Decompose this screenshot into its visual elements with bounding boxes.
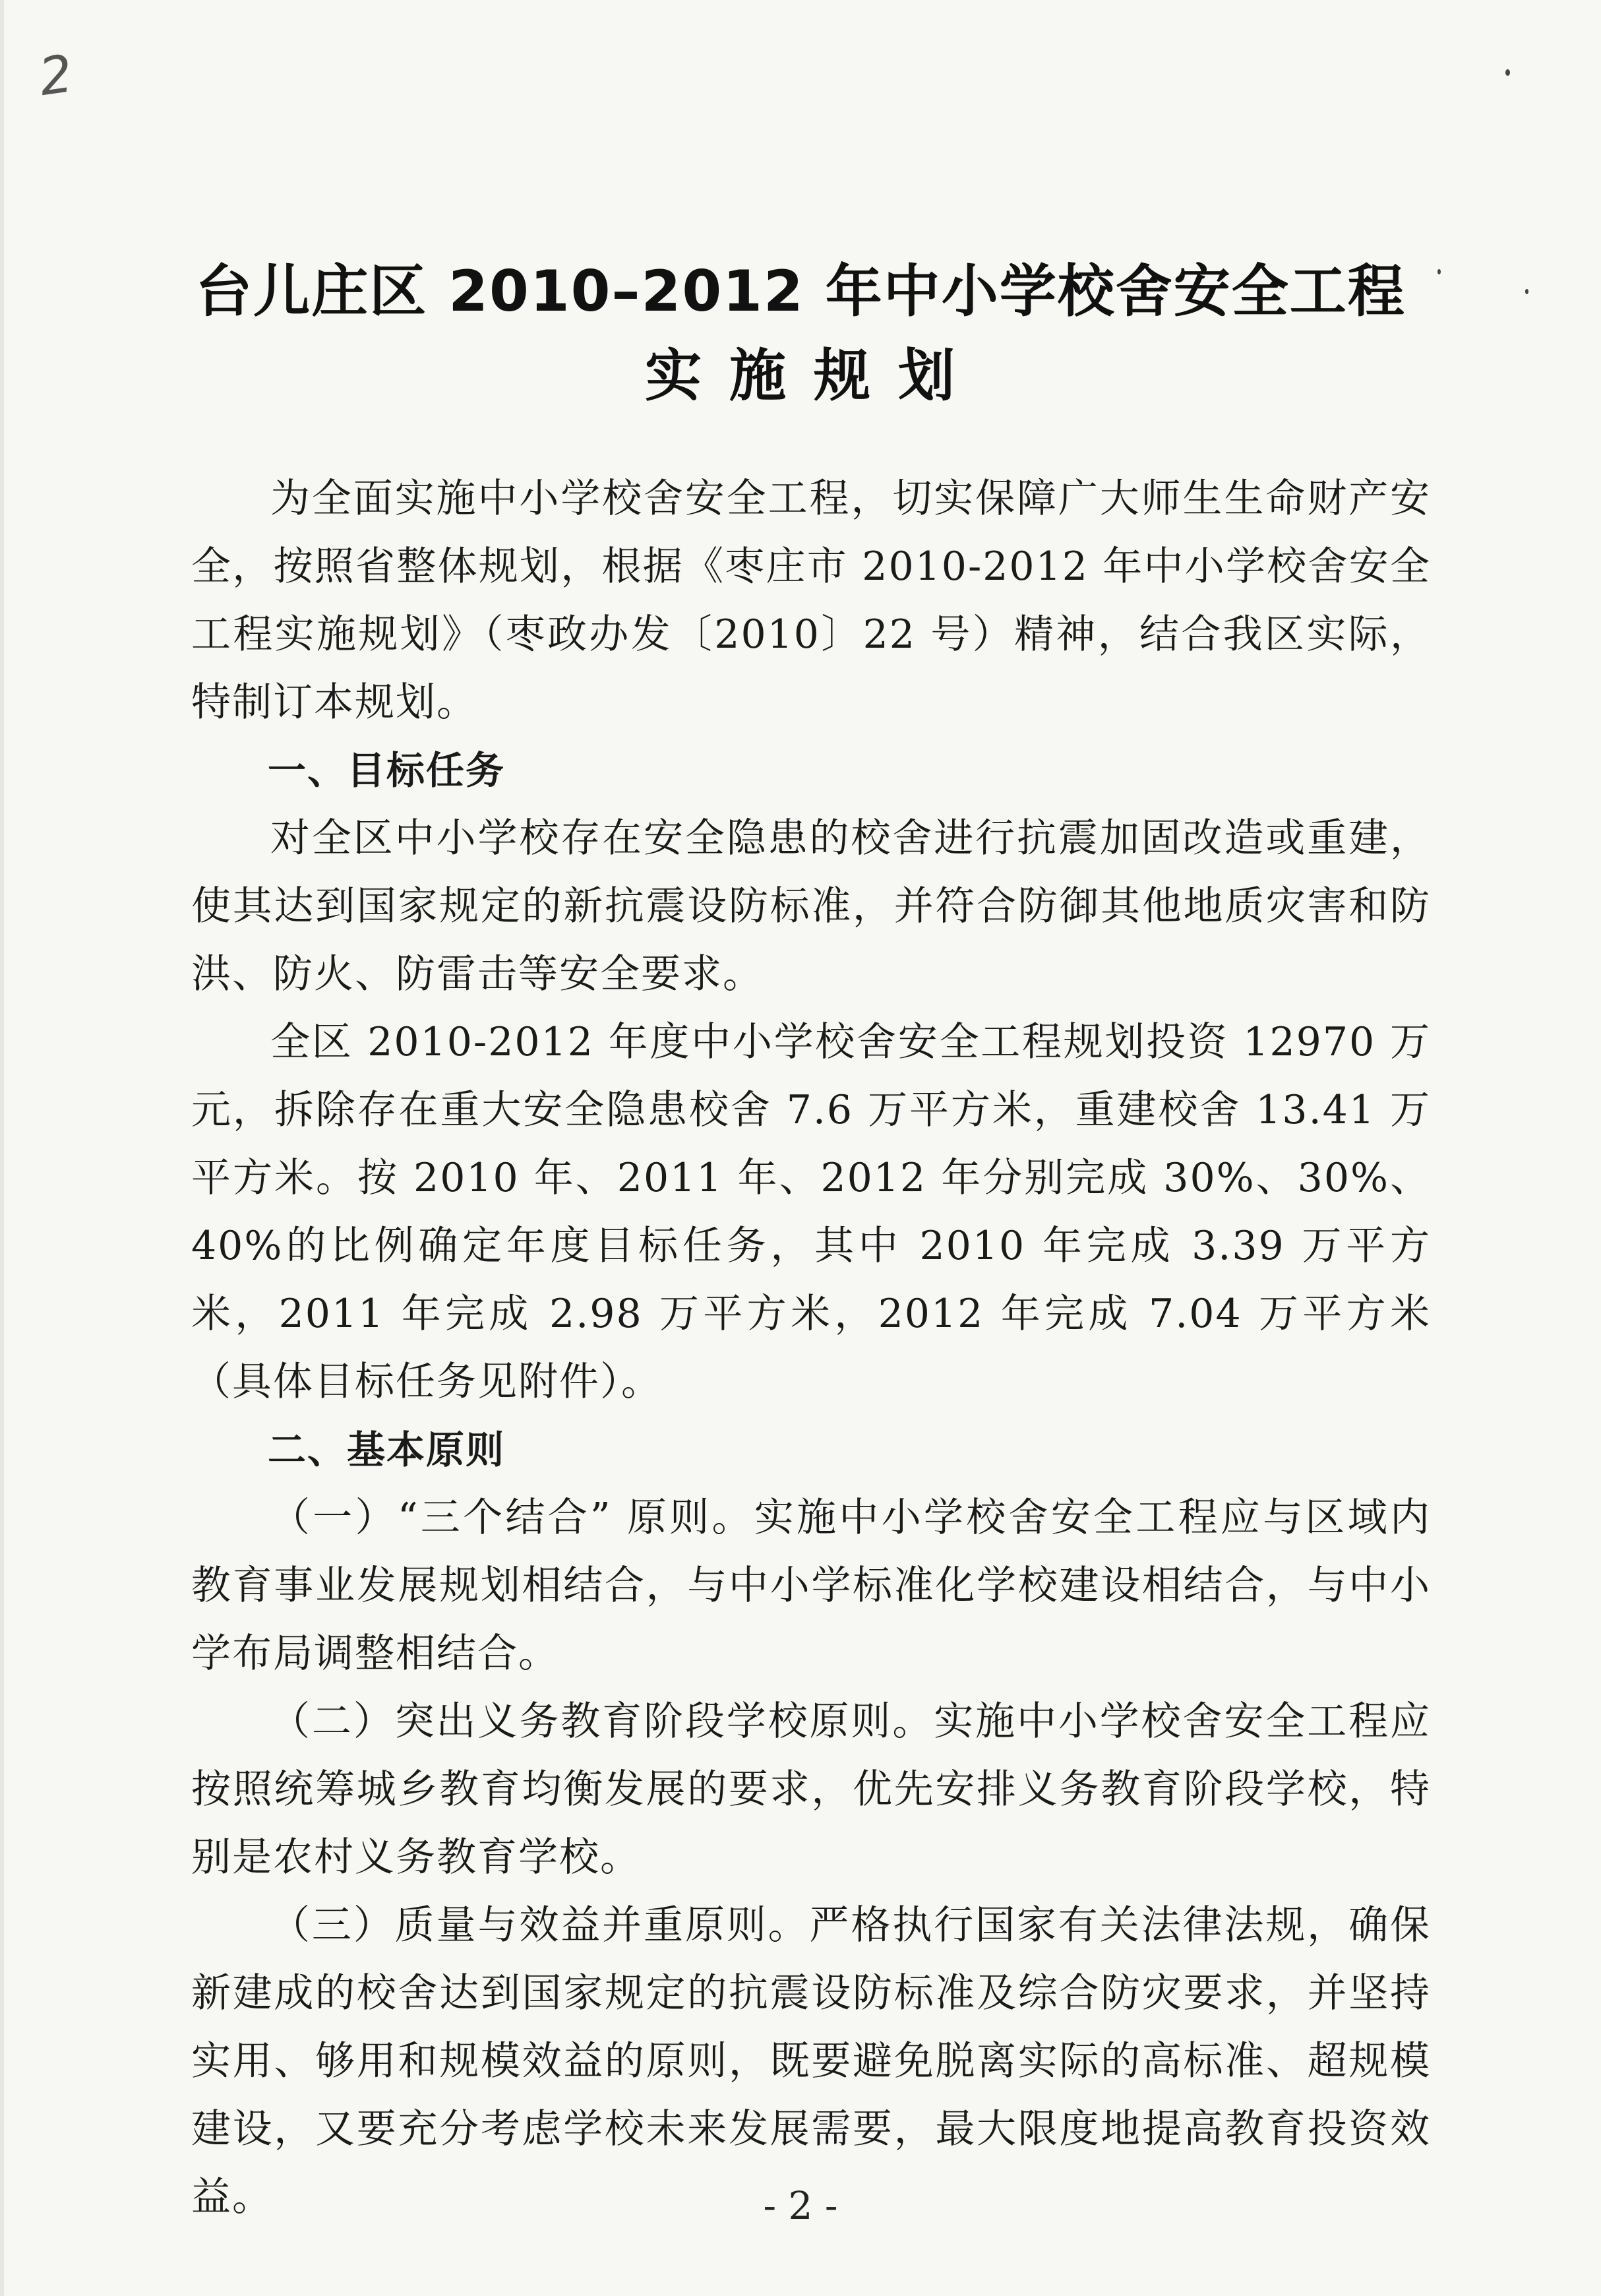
goals-paragraph: 对全区中小学校存在安全隐患的校舍进行抗震加固改造或重建，使其达到国家规定的新抗震设防标准，并符合防御其他地质灾害和防洪、防火、防雷击等安全要求。 — [191, 815, 1431, 997]
document-body — [191, 465, 1431, 2231]
section-heading-principles: 二、基本原则 — [268, 1427, 506, 1472]
page-number: - 2 - — [763, 2183, 838, 2228]
intro-paragraph: 为全面实施中小学校舍安全工程，切实保障广大师生生命财产安全，按照省整体规划，根据《枣庄市 2010-2012 年中小学校舍安全工程实施规划》（枣政办发〔2010〕22 号）精神，结合我区实际，特制订本规划。 — [191, 476, 1431, 726]
principle-paragraph: （三）质量与效益并重原则。严格执行国家有关法律法规，确保新建成的校舍达到国家规定的抗震设防标准及综合防灾要求，并坚持实用、够用和规模效益的原则，既要避免脱离实际的高标准、超规模建设，又要充分考虑学校未来发展需要，最大限度地提高教育投资效益。 — [191, 1902, 1431, 2220]
scan-speck — [1505, 69, 1510, 76]
document-subtitle: 实施规划 — [645, 343, 982, 409]
principle-paragraph: （一）“三个结合” 原则。实施中小学校舍安全工程应与区域内教育事业发展规划相结合，与中小学标准化学校建设相结合，与中小学布局调整相结合。 — [191, 1495, 1431, 1677]
goals-paragraph: 全区 2010-2012 年度中小学校舍安全工程规划投资 12970 万元，拆除存在重大安全隐患校舍 7.6 万平方米，重建校舍 13.41 万平方米。按 2010 年、2011 年、2012 年分别完成 30%、30%、40%的比例确定年度目标任务，其中 2010 年完成 3.39 万平方米，2011 年完成 2.98 万平方米，2012 年完成 7.04 万平方米（具体目标任务见附件）。 — [191, 1019, 1431, 1405]
section-heading-goals: 一、目标任务 — [268, 748, 506, 793]
principle-paragraph: （二）突出义务教育阶段学校原则。实施中小学校舍安全工程应按照统筹城乡教育均衡发展的要求，优先安排义务教育阶段学校，特别是农村义务教育学校。 — [191, 1698, 1431, 1880]
handwritten-page-mark: 2 — [35, 44, 76, 108]
document-title: 台儿庄区 2010–2012 年中小学校舍安全工程 — [195, 259, 1406, 325]
